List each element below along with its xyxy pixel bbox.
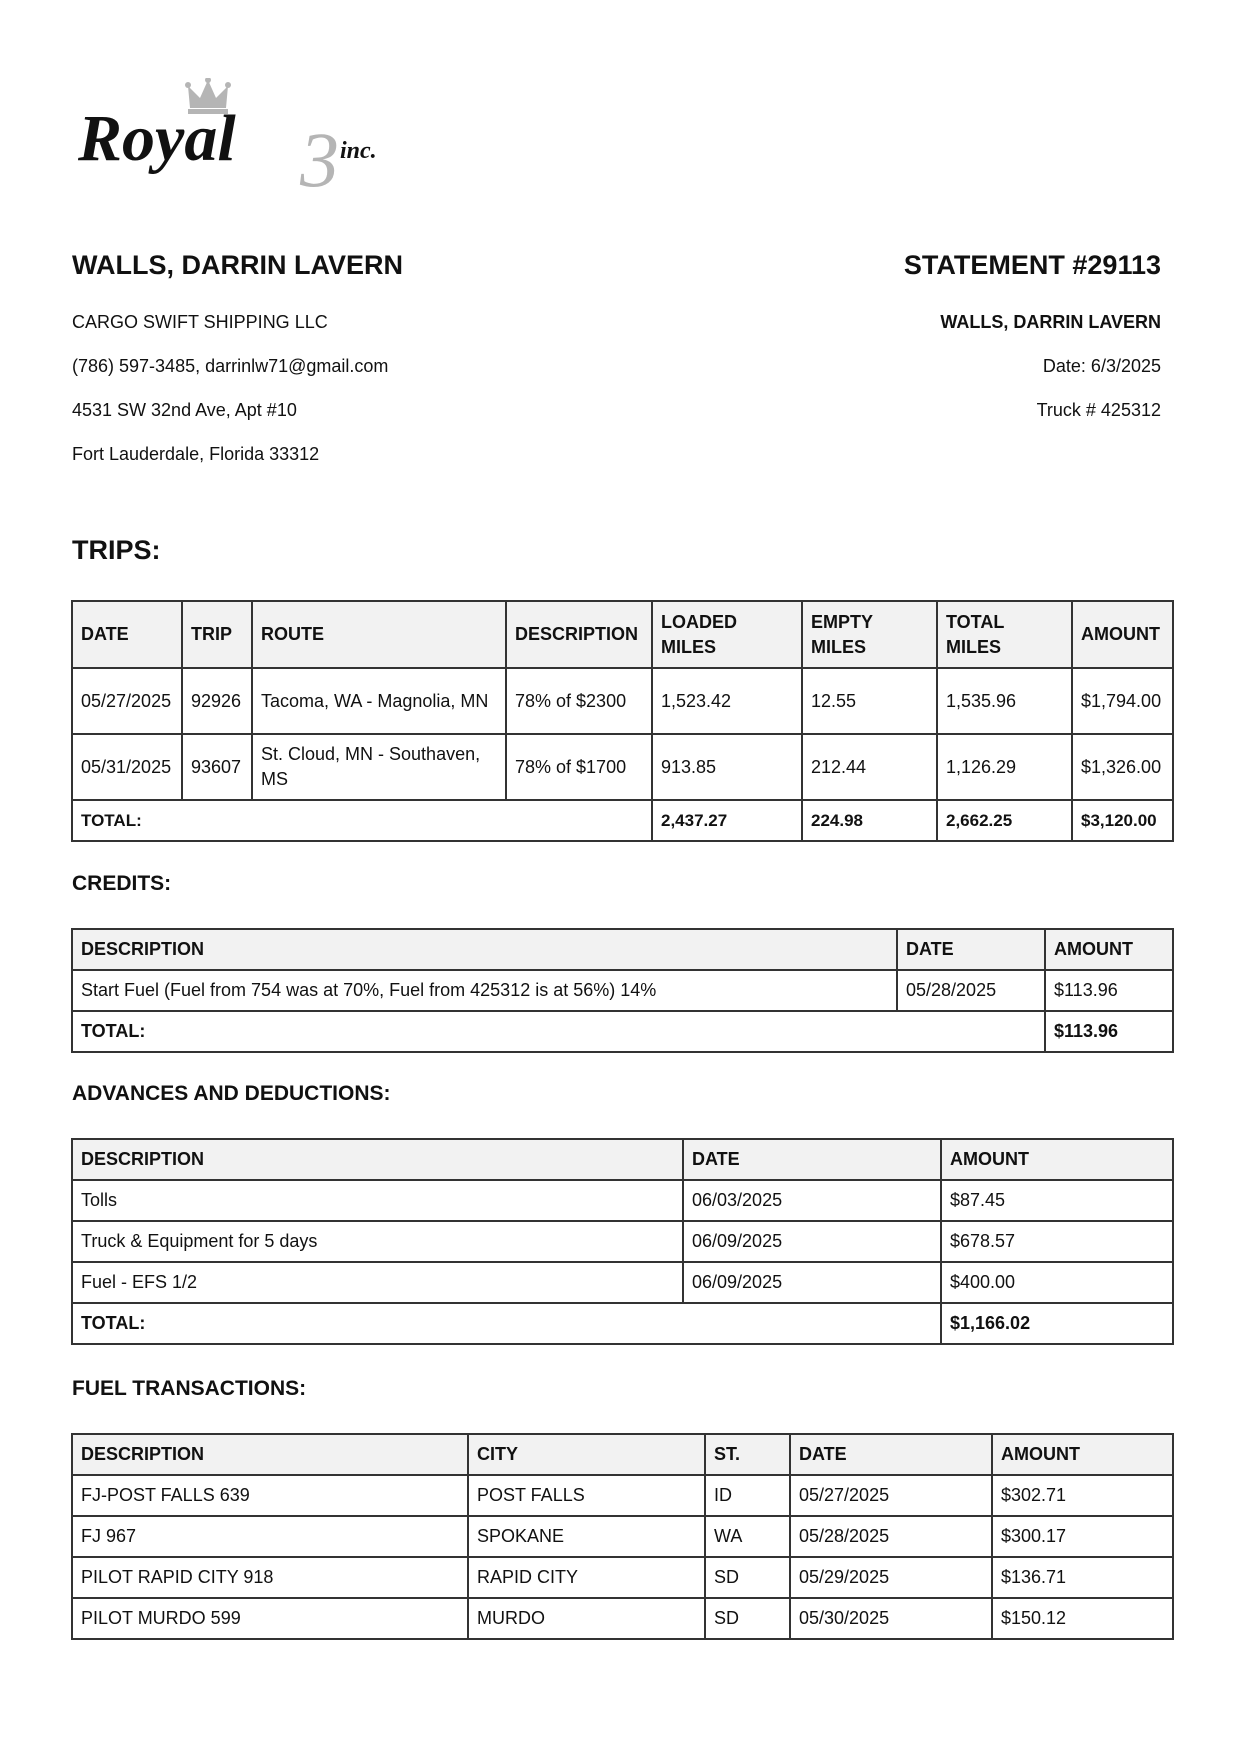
col-header: DATE bbox=[683, 1139, 941, 1180]
address-line-1: 4531 SW 32nd Ave, Apt #10 bbox=[72, 400, 297, 420]
cell-state: ID bbox=[705, 1475, 790, 1516]
statement-driver-name: WALLS, DARRIN LAVERN bbox=[940, 312, 1161, 332]
trips-title: TRIPS: bbox=[72, 535, 161, 565]
cell-loaded-miles: 1,523.42 bbox=[652, 668, 802, 734]
cell-amount: $113.96 bbox=[1045, 970, 1173, 1011]
table-header-row bbox=[72, 929, 1173, 970]
col-header: LOADED MILES bbox=[652, 601, 802, 668]
table-row bbox=[72, 734, 1173, 800]
cell-state: WA bbox=[705, 1516, 790, 1557]
total-loaded-miles: 2,437.27 bbox=[652, 800, 802, 841]
cell-description: PILOT MURDO 599 bbox=[72, 1598, 468, 1639]
col-header: ROUTE bbox=[252, 601, 506, 668]
statement-title: STATEMENT #29113 bbox=[903, 250, 1161, 280]
col-header: AMOUNT bbox=[1045, 929, 1173, 970]
total-label: TOTAL: bbox=[72, 1303, 941, 1344]
table-row bbox=[72, 1557, 1173, 1598]
cell-state: SD bbox=[705, 1598, 790, 1639]
total-empty-miles: 224.98 bbox=[802, 800, 937, 841]
cell-description: Fuel - EFS 1/2 bbox=[72, 1262, 683, 1303]
cell-route: St. Cloud, MN - Southaven, MS bbox=[252, 734, 506, 800]
cell-amount: $1,326.00 bbox=[1072, 734, 1173, 800]
company-logo bbox=[78, 78, 398, 198]
cell-date: 05/29/2025 bbox=[790, 1557, 992, 1598]
cell-empty-miles: 212.44 bbox=[802, 734, 937, 800]
col-header: CITY bbox=[468, 1434, 705, 1475]
driver-name: WALLS, DARRIN LAVERN bbox=[72, 250, 403, 280]
col-header: TOTAL MILES bbox=[937, 601, 1072, 668]
cell-route: Tacoma, WA - Magnolia, MN bbox=[252, 668, 506, 734]
advances-table bbox=[71, 1138, 1174, 1345]
table-row bbox=[72, 1180, 1173, 1221]
col-header: DESCRIPTION bbox=[506, 601, 652, 668]
cell-amount: $87.45 bbox=[941, 1180, 1173, 1221]
cell-total-miles: 1,126.29 bbox=[937, 734, 1072, 800]
col-header: AMOUNT bbox=[1072, 601, 1173, 668]
cell-date: 05/30/2025 bbox=[790, 1598, 992, 1639]
cell-trip: 93607 bbox=[182, 734, 252, 800]
total-miles: 2,662.25 bbox=[937, 800, 1072, 841]
trips-table bbox=[71, 600, 1174, 842]
cell-trip: 92926 bbox=[182, 668, 252, 734]
cell-amount: $400.00 bbox=[941, 1262, 1173, 1303]
total-amount: $1,166.02 bbox=[941, 1303, 1173, 1344]
contact-info: (786) 597-3485, darrinlw71@gmail.com bbox=[72, 356, 389, 376]
credits-title: CREDITS: bbox=[72, 872, 172, 895]
logo-suffix: inc. bbox=[340, 138, 377, 164]
total-amount: $113.96 bbox=[1045, 1011, 1173, 1052]
table-row bbox=[72, 1516, 1173, 1557]
col-header: DATE bbox=[897, 929, 1045, 970]
total-label: TOTAL: bbox=[72, 1011, 1045, 1052]
cell-city: POST FALLS bbox=[468, 1475, 705, 1516]
statement-details bbox=[940, 310, 1161, 442]
cell-description: Truck & Equipment for 5 days bbox=[72, 1221, 683, 1262]
col-header: DATE bbox=[72, 601, 182, 668]
total-row bbox=[72, 1303, 1173, 1344]
cell-date: 06/09/2025 bbox=[683, 1221, 941, 1262]
col-header: DESCRIPTION bbox=[72, 929, 897, 970]
table-header-row bbox=[72, 601, 1173, 668]
cell-date: 05/28/2025 bbox=[790, 1516, 992, 1557]
cell-empty-miles: 12.55 bbox=[802, 668, 937, 734]
driver-details bbox=[72, 310, 388, 486]
cell-description: FJ-POST FALLS 639 bbox=[72, 1475, 468, 1516]
cell-city: SPOKANE bbox=[468, 1516, 705, 1557]
cell-city: RAPID CITY bbox=[468, 1557, 705, 1598]
cell-state: SD bbox=[705, 1557, 790, 1598]
col-header: DESCRIPTION bbox=[72, 1434, 468, 1475]
credits-table bbox=[71, 928, 1174, 1053]
col-header: EMPTY MILES bbox=[802, 601, 937, 668]
cell-amount: $678.57 bbox=[941, 1221, 1173, 1262]
total-row bbox=[72, 1011, 1173, 1052]
col-header: AMOUNT bbox=[992, 1434, 1173, 1475]
cell-date: 06/09/2025 bbox=[683, 1262, 941, 1303]
cell-description: Start Fuel (Fuel from 754 was at 70%, Fuel from 425312 is at 56%) 14% bbox=[72, 970, 897, 1011]
cell-city: MURDO bbox=[468, 1598, 705, 1639]
col-header: AMOUNT bbox=[941, 1139, 1173, 1180]
cell-description: PILOT RAPID CITY 918 bbox=[72, 1557, 468, 1598]
cell-total-miles: 1,535.96 bbox=[937, 668, 1072, 734]
col-header: TRIP bbox=[182, 601, 252, 668]
total-label: TOTAL: bbox=[72, 800, 652, 841]
table-row bbox=[72, 668, 1173, 734]
col-header: ST. bbox=[705, 1434, 790, 1475]
logo-digit: 3 bbox=[300, 116, 339, 198]
table-row bbox=[72, 1598, 1173, 1639]
cell-date: 05/31/2025 bbox=[72, 734, 182, 800]
cell-date: 06/03/2025 bbox=[683, 1180, 941, 1221]
cell-loaded-miles: 913.85 bbox=[652, 734, 802, 800]
table-row bbox=[72, 970, 1173, 1011]
address-line-2: Fort Lauderdale, Florida 33312 bbox=[72, 444, 320, 464]
cell-amount: $302.71 bbox=[992, 1475, 1173, 1516]
cell-date: 05/27/2025 bbox=[790, 1475, 992, 1516]
total-row bbox=[72, 800, 1173, 841]
col-header: DATE bbox=[790, 1434, 992, 1475]
company-name: CARGO SWIFT SHIPPING LLC bbox=[72, 312, 328, 332]
col-header: DESCRIPTION bbox=[72, 1139, 683, 1180]
table-row bbox=[72, 1262, 1173, 1303]
cell-description: 78% of $1700 bbox=[506, 734, 652, 800]
statement-date: Date: 6/3/2025 bbox=[1042, 356, 1161, 376]
cell-amount: $150.12 bbox=[992, 1598, 1173, 1639]
cell-description: FJ 967 bbox=[72, 1516, 468, 1557]
table-row bbox=[72, 1221, 1173, 1262]
cell-amount: $300.17 bbox=[992, 1516, 1173, 1557]
fuel-table bbox=[71, 1433, 1174, 1640]
logo-wordmark: Royal bbox=[78, 102, 236, 175]
cell-amount: $1,794.00 bbox=[1072, 668, 1173, 734]
truck-number: Truck # 425312 bbox=[1036, 400, 1161, 420]
fuel-title: FUEL TRANSACTIONS: bbox=[72, 1377, 307, 1400]
table-header-row bbox=[72, 1139, 1173, 1180]
table-header-row bbox=[72, 1434, 1173, 1475]
cell-date: 05/27/2025 bbox=[72, 668, 182, 734]
cell-amount: $136.71 bbox=[992, 1557, 1173, 1598]
cell-description: Tolls bbox=[72, 1180, 683, 1221]
cell-date: 05/28/2025 bbox=[897, 970, 1045, 1011]
advances-title: ADVANCES AND DEDUCTIONS: bbox=[72, 1082, 391, 1105]
table-row bbox=[72, 1475, 1173, 1516]
total-amount: $3,120.00 bbox=[1072, 800, 1173, 841]
cell-description: 78% of $2300 bbox=[506, 668, 652, 734]
